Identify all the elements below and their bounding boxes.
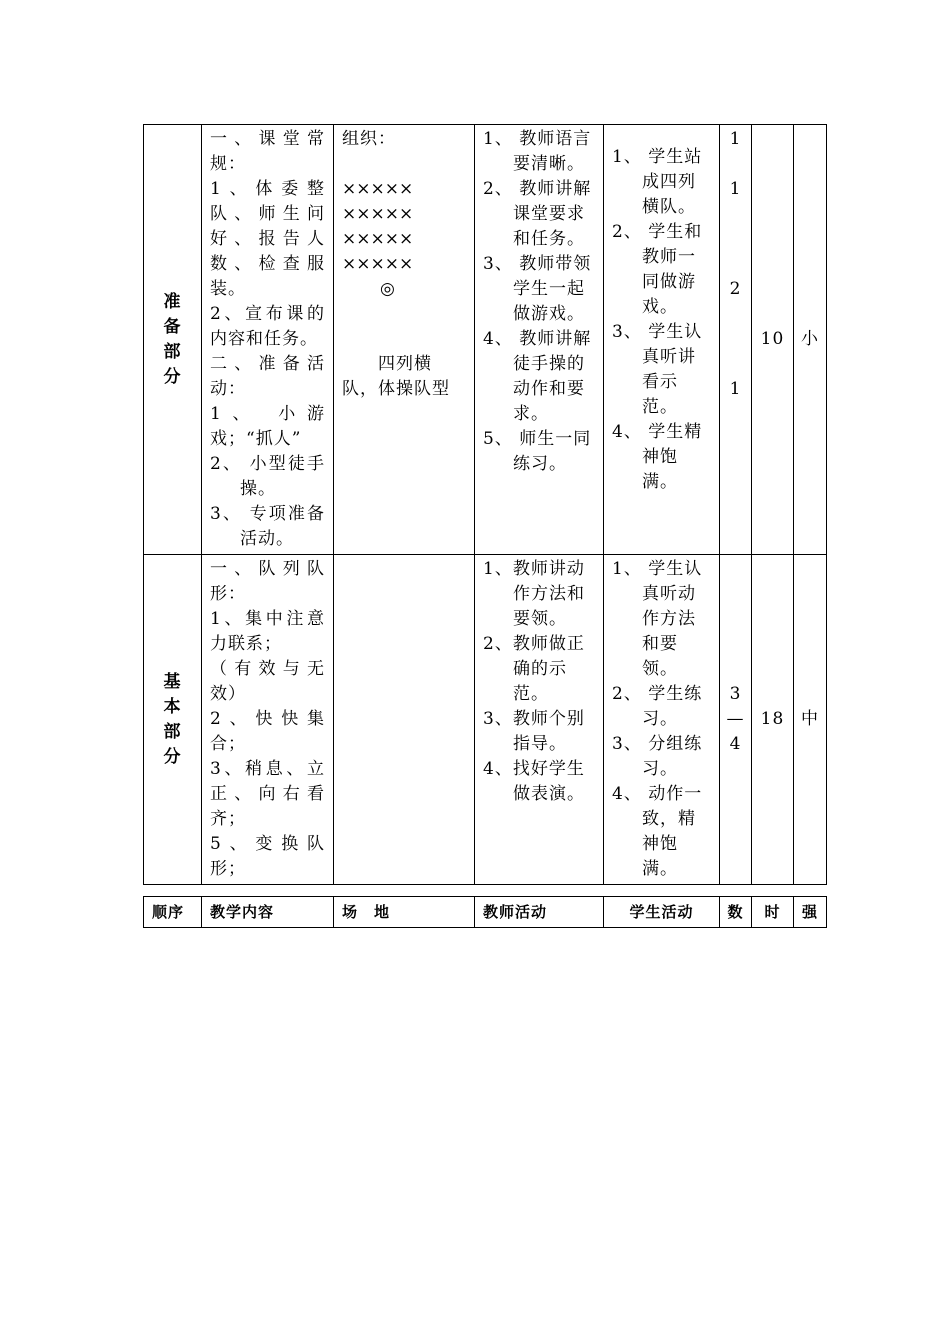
- teacher-activity: 1、 教师语言要清晰。: [483, 129, 592, 174]
- basic-content-item: 一、队列队形：: [210, 559, 325, 604]
- count-dash: —: [726, 709, 745, 729]
- prep-content-item: 1、 小游戏；“抓人”: [210, 404, 325, 449]
- basic-count: [720, 555, 752, 885]
- prep-content-item: 2、宣布课的内容和任务。: [210, 304, 325, 349]
- formation-row: ×××××: [342, 229, 414, 249]
- formation-row: ×××××: [342, 254, 414, 274]
- basic-intensity: 中: [794, 555, 827, 885]
- prep-field: [334, 125, 475, 555]
- basic-content-item: 3、稍息、立正、向右看齐；: [210, 759, 325, 829]
- basic-content-item: 1、集中注意力联系；: [210, 609, 325, 654]
- prep-section-char: 准: [163, 291, 182, 312]
- header-field: 场 地: [334, 897, 475, 928]
- basic-section-char: 基: [163, 671, 182, 692]
- prep-content-item: 3、 专项准备活动。: [210, 504, 325, 549]
- student-activity: 3、 学生认真听讲看示范。: [612, 322, 703, 417]
- basic-content-item: （有效与无效）: [210, 659, 325, 704]
- basic-time: 18: [752, 555, 794, 885]
- teacher-activity: 5、 师生一同练习。: [483, 429, 592, 474]
- basic-student-activities: [604, 555, 720, 885]
- teacher-position-symbol: ◎: [380, 279, 396, 299]
- formation-row: ×××××: [342, 179, 414, 199]
- basic-section-char: 分: [163, 746, 182, 767]
- student-activity: 1、 学生站成四列横队。: [612, 147, 703, 217]
- teacher-activity: 1、教师讲动作方法和要领。: [483, 559, 585, 629]
- count-value: 1: [729, 129, 742, 149]
- count-value: 1: [729, 179, 742, 199]
- teacher-activity: 4、 教师讲解徒手操的动作和要求。: [483, 329, 592, 424]
- basic-row: [144, 555, 827, 885]
- prep-content: [202, 125, 334, 555]
- student-activity: 2、 学生练习。: [612, 684, 703, 729]
- header-row: [144, 897, 827, 928]
- prep-content-item: 2、 小型徒手操。: [210, 454, 325, 499]
- teacher-activity: 3、教师个别指导。: [483, 709, 585, 754]
- student-activity: 3、 分组练习。: [612, 734, 703, 779]
- formation-row: ×××××: [342, 204, 414, 224]
- student-activity: 4、 学生精神饱满。: [612, 422, 703, 492]
- prep-row: [144, 125, 827, 555]
- basic-section-char: 部: [163, 721, 182, 742]
- field-label: 组织：: [342, 129, 396, 149]
- prep-intensity: 小: [794, 125, 827, 555]
- prep-section-char: 备: [163, 316, 182, 337]
- prep-section-label: [144, 125, 202, 555]
- prep-counts: [720, 125, 752, 555]
- formation-caption: 四列横队，体操队型: [342, 354, 450, 399]
- student-activity: 4、 动作一致，精神饱满。: [612, 784, 703, 879]
- prep-time: 10: [752, 125, 794, 555]
- basic-content-item: 2、快快集合；: [210, 709, 325, 754]
- prep-content-item: 二、准备活动：: [210, 354, 325, 399]
- prep-student-activities: [604, 125, 720, 555]
- count-value: 2: [729, 279, 742, 299]
- prep-content-item: 1、体委整队、师生问好、报告人数、检查服装。: [210, 179, 325, 299]
- prep-section-char: 部: [163, 341, 182, 362]
- student-activity: 1、 学生认真听动作方法和要领。: [612, 559, 703, 679]
- student-activity: 2、 学生和教师一同做游戏。: [612, 222, 703, 317]
- teacher-activity: 4、找好学生做表演。: [483, 759, 585, 804]
- basic-teacher-activities: [475, 555, 604, 885]
- lesson-plan-table: [143, 124, 827, 885]
- header-count: 数: [720, 897, 752, 928]
- header-order: 顺序: [144, 897, 202, 928]
- basic-section-label: [144, 555, 202, 885]
- lesson-plan-header-table: [143, 896, 827, 928]
- basic-content-item: 5、变换队形；: [210, 834, 325, 879]
- basic-section-char: 本: [163, 696, 182, 717]
- prep-section-char: 分: [163, 366, 182, 387]
- teacher-activity: 2、教师做正确的示范。: [483, 634, 585, 704]
- header-teacher: 教师活动: [475, 897, 604, 928]
- count-value: 4: [729, 734, 742, 754]
- header-content: 教学内容: [202, 897, 334, 928]
- teacher-activity: 2、 教师讲解课堂要求和任务。: [483, 179, 592, 249]
- header-intensity: 强: [794, 897, 827, 928]
- prep-content-item: 一、课堂常规：: [210, 129, 325, 174]
- basic-content: [202, 555, 334, 885]
- header-time: 时: [752, 897, 794, 928]
- basic-field: [334, 555, 475, 885]
- count-value: 1: [729, 379, 742, 399]
- header-student: 学生活动: [604, 897, 720, 928]
- count-value: 3: [729, 684, 742, 704]
- prep-teacher-activities: [475, 125, 604, 555]
- teacher-activity: 3、 教师带领学生一起做游戏。: [483, 254, 592, 324]
